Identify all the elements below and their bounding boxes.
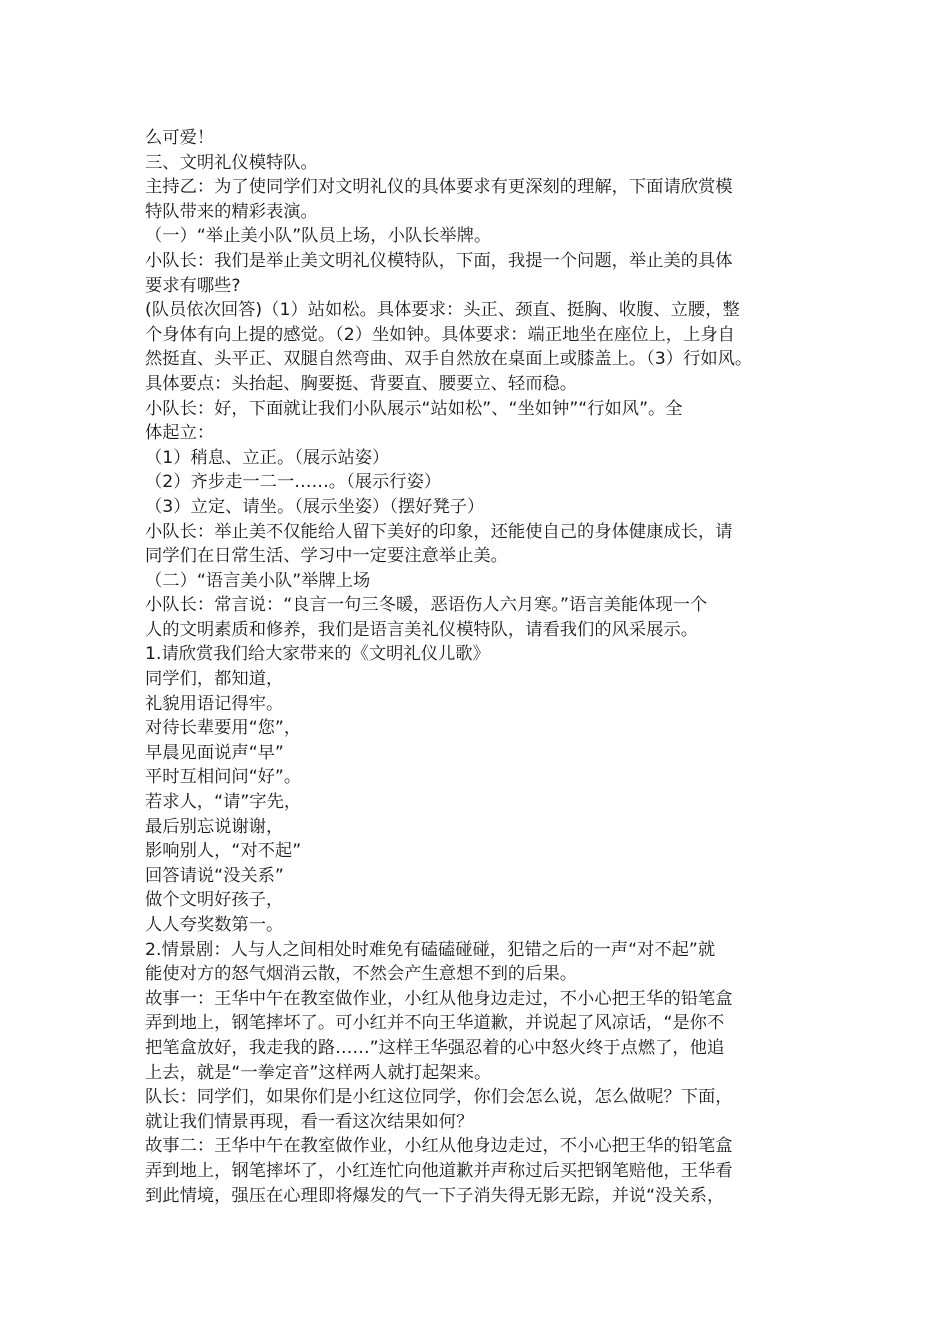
text-line: 2.情景剧：人与人之间相处时难免有磕磕碰碰，犯错之后的一声“对不起”就 [145,939,716,960]
text-line: 就让我们情景再现，看一看这次结果如何？ [145,1111,474,1132]
document-body [145,126,825,1208]
text-line: 故事一：王华中午在教室做作业，小红从他身边走过，不小心把王华的铅笔盒 [145,988,733,1009]
text-line: 早晨见面说声“早” [145,742,284,763]
text-line: 礼貌用语记得牢。 [145,693,284,714]
text-line: 具体要点：头抬起、胸要挺、背要直、腰要立、轻而稳。 [145,373,578,394]
text-line: 体起立： [145,423,215,444]
text-line: 小队长：常言说：“良言一句三冬暖，恶语伤人六月寒。”语言美能体现一个 [145,595,708,616]
text-line: 弄到地上，钢笔摔坏了。可小红并不向王华道歉，并说起了风凉话，“是你不 [145,1013,725,1034]
text-line: 影响别人，“对不起” [145,841,302,862]
text-line: 1.请欣赏我们给大家带来的《文明礼仪儿歌》 [145,644,490,665]
text-line: 同学们在日常生活、学习中一定要注意举止美。 [145,546,508,567]
text-line: 小队长：举止美不仅能给人留下美好的印象，还能使自己的身体健康成长，请 [145,521,733,542]
text-line: 同学们，都知道， [145,669,284,690]
text-line: 能使对方的怒气烟消云散，不然会产生意想不到的后果。 [145,964,578,985]
text-line: 要求有哪些? [145,275,241,296]
text-line: 故事二：王华中午在教室做作业，小红从他身边走过，不小心把王华的铅笔盒 [145,1136,733,1157]
text-line: 把笔盒放好，我走我的路……”这样王华强忍着的心中怒火终于点燃了，他追 [145,1037,725,1058]
text-line: 三、文明礼仪模特队。 [145,152,318,173]
text-line: 到此情境，强压在心理即将爆发的气一下子消失得无影无踪，并说“没关系， [145,1185,725,1206]
text-line: (队员依次回答)（1）站如松。具体要求：头正、颈直、挺胸、收腹、立腰，整 [145,300,740,321]
text-line: 人人夸奖数第一。 [145,915,284,935]
text-line: （一）“举止美小队”队员上场，小队长举牌。 [145,226,492,247]
text-line: （二）“语言美小队”举牌上场 [145,570,371,591]
text-line: （2）齐步走一二一……。（展示行姿） [145,472,442,493]
text-line: 人的文明素质和修养，我们是语言美礼仪模特队，请看我们的风采展示。 [145,619,699,640]
text-line: 上去，就是“一拳定音”这样两人就打起架来。 [145,1062,492,1083]
text-line: 做个文明好孩子， [145,890,284,911]
text-line: 个身体有向上提的感觉。（2）坐如钟。具体要求：端正地坐在座位上，上身自 [145,324,735,345]
text-line: 队长：同学们，如果你们是小红这位同学，你们会怎么说，怎么做呢？下面， [145,1087,733,1108]
text-line: （3）立定、请坐。（展示坐姿）（摆好凳子） [145,496,485,517]
text-line: （1）稍息、立正。（展示站姿） [145,447,390,468]
text-line: 平时互相问问“好”。 [145,767,302,788]
text-line: 小队长：我们是举止美文明礼仪模特队，下面，我提一个问题，举止美的具体 [145,250,733,271]
text-line: 主持乙：为了使同学们对文明礼仪的具体要求有更深刻的理解，下面请欣赏模 [145,177,733,198]
text-line: 么可爱！ [145,128,215,148]
text-line: 弄到地上，钢笔摔坏了，小红连忙向他道歉并声称过后买把钢笔赔他，王华看 [145,1160,733,1181]
text-line: 回答请说“没关系” [145,865,284,886]
text-line: 小队长：好，下面就让我们小队展示“站如松”、“坐如钟”“行如风”。全 [145,398,683,419]
text-line: 然挺直、头平正、双腿自然弯曲、双手自然放在桌面上或膝盖上。（3）行如风。 [145,349,753,370]
text-line: 最后别忘说谢谢， [145,816,284,837]
text-line: 特队带来的精彩表演。 [145,201,318,222]
text-line: 对待长辈要用“您”， [145,718,302,739]
text-line: 若求人，“请”字先， [145,792,302,813]
